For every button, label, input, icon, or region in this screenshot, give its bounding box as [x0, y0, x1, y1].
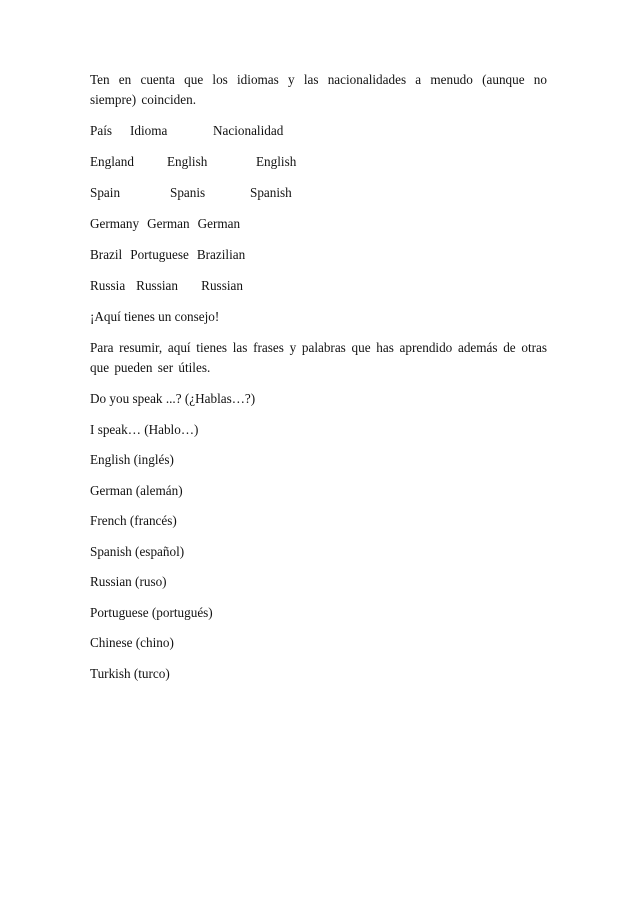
table-row	[90, 276, 547, 296]
cell-nationality: English	[256, 154, 297, 169]
cell-country: Germany	[90, 216, 140, 231]
document-body	[90, 70, 547, 694]
cell-language: German	[147, 216, 190, 231]
cell-language: Russian	[136, 278, 178, 293]
cell-nationality: Spanish	[250, 185, 292, 200]
list-item: English (inglés)	[90, 452, 174, 467]
cell-nationality: Brazilian	[196, 247, 246, 262]
cell-language: Spanis	[170, 185, 206, 200]
header-country: País	[90, 123, 112, 138]
tip-heading: ¡Aquí tienes un consejo!	[90, 309, 220, 324]
list-item: Portuguese (portugués)	[90, 604, 213, 620]
cell-country: England	[90, 154, 134, 169]
phrase-list	[90, 389, 547, 684]
cell-language: Portuguese	[130, 247, 189, 262]
header-language: Idioma	[130, 123, 168, 138]
table-row	[90, 245, 547, 265]
intro-paragraph: Ten en cuenta que los idiomas y las nacionalidades a menudo (aunque no siempre) coinciden.	[90, 72, 547, 107]
summary-paragraph: Para resumir, aquí tienes las frases y palabras que has aprendido además de otras que pueden ser útiles.	[90, 340, 547, 375]
list-item: Chinese (chino)	[90, 635, 174, 650]
list-item: Russian (ruso)	[90, 574, 167, 589]
table-row	[90, 152, 547, 172]
cell-nationality: German	[197, 216, 241, 231]
cell-nationality: Russian	[201, 278, 243, 293]
cell-language: English	[167, 154, 208, 169]
cell-country: Brazil	[90, 247, 123, 262]
table-row	[90, 183, 547, 203]
cell-country: Spain	[90, 185, 121, 200]
table-row	[90, 214, 547, 234]
list-item: Do you speak ...? (¿Hablas…?)	[90, 391, 256, 406]
language-table-header	[90, 121, 547, 141]
list-item: Spanish (español)	[90, 543, 185, 559]
cell-country: Russia	[90, 278, 126, 293]
header-nationality: Nacionalidad	[213, 123, 284, 138]
list-item: French (francés)	[90, 513, 177, 528]
list-item: German (alemán)	[90, 482, 183, 498]
list-item: Turkish (turco)	[90, 665, 170, 681]
list-item: I speak… (Hablo…)	[90, 421, 199, 437]
